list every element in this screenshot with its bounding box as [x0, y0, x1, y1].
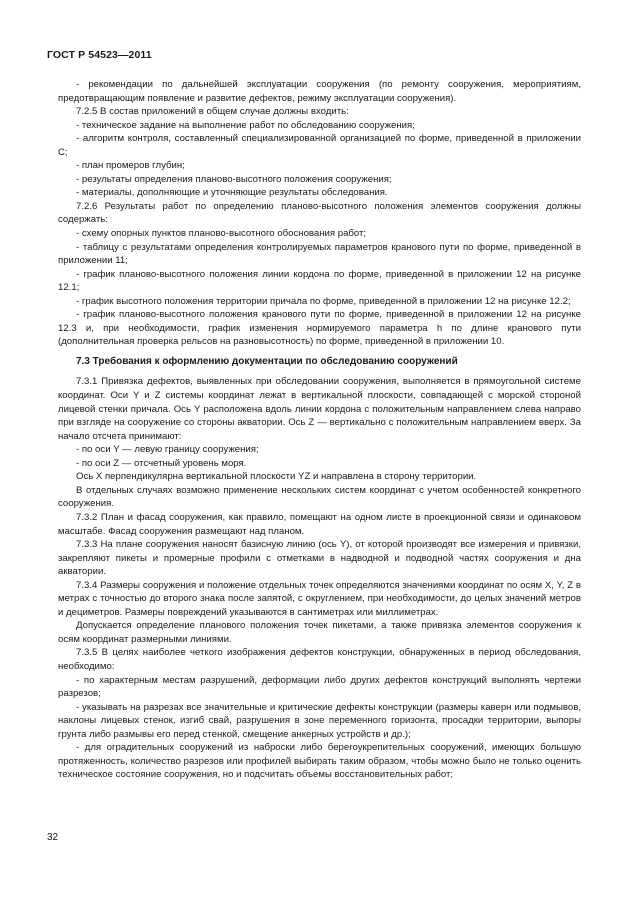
- paragraph: - для оградительных сооружений из наброски либо берегоукрепительных сооружений, имеющих большую протяженность, количество разрезов или профилей выбирать таким образом, чтобы можно было не только оценить техническое состояние сооружения, но и подсчитать объемы восстановительных работ;: [58, 742, 581, 781]
- paragraph: - по оси Z — отсчетный уровень моря.: [76, 457, 247, 469]
- paragraph: - техническое задание на выполнение работ по обследованию сооружения;: [76, 119, 415, 131]
- paragraph: - результаты определения планово-высотного положения сооружения;: [76, 173, 392, 185]
- paragraph: Ось X перпендикулярна вертикальной плоскости YZ и направлена в сторону территории.: [76, 471, 477, 483]
- paragraph: - по характерным местам разрушений, деформации либо других дефектов конструкций выполнять чертежи разрезов;: [58, 674, 581, 700]
- page-number: 32: [47, 832, 59, 843]
- paragraph: - таблицу с результатами определения контролируемых параметров кранового пути по форме, приведенной в приложении 11;: [58, 241, 581, 267]
- paragraph: 7.3.1 Привязка дефектов, выявленных при обследовании сооружения, выполняется в прямоугольной системе координат. Оси Y и Z системы координат лежат в вертикальной плоскости, совпадающей с морской стороной лицевой стенки причала. Ось Y расположена вдоль линии кордона с положительным направлением слева направо при взгляде на сооружение со стороны акватории. Ось Z — вертикально с положительным направлением вверх. За начало отсчета принимают:: [58, 376, 581, 442]
- paragraph: 7.3.4 Размеры сооружения и положение отдельных точек определяются значениями координат по осям X, Y, Z в метрах с точностью до второго знака после запятой, с округлением, при необходимости, до целых значений метров и дециметров. Размеры повреждений указываются в сантиметрах или миллиметрах.: [58, 579, 581, 618]
- paragraph: 7.3.3 На плане сооружения наносят базисную линию (ось Y), от которой производят все измерения и привязки, закрепляют пикеты и промерные профили с отметками в надводной и подводной частях сооружения и дна акватории.: [58, 539, 581, 578]
- paragraph: 7.3.2 План и фасад сооружения, как правило, помещают на одном листе в проекционной связи и одинаковом масштабе. Фасад сооружения размещают над планом.: [58, 511, 581, 537]
- paragraph: - схему опорных пунктов планово-высотного обоснования работ;: [76, 228, 367, 240]
- paragraph: - алгоритм контроля, составленный специализированной организацией по форме, приведенной в приложении С;: [58, 133, 581, 158]
- paragraph: 7.2.6 Результаты работ по определению планово-высотного положения элементов сооружения должны содержать:: [58, 200, 581, 226]
- paragraph: - по оси Y — левую границу сооружения;: [76, 444, 259, 456]
- paragraph: - график планово-высотного положения кранового пути по форме, приведенной в приложении 12 на рисунке 12.3 и, при необходимости, график изменения нормируемого параметра h по длине кранового пути (дополнительная проверка рельсов на разновысотность) по форме, приведенной в приложении 10.: [58, 309, 581, 348]
- paragraph: - материалы, дополняющие и уточняющие результаты обследования.: [76, 187, 388, 199]
- paragraph: - план промеров глубин;: [76, 160, 185, 172]
- paragraph: - рекомендации по дальнейшей эксплуатации сооружения (по ремонту сооружения, мероприятиям, предотвращающим появление и развитие дефектов, режиму эксплуатации сооружения).: [58, 79, 581, 104]
- page-body: [58, 78, 581, 782]
- paragraph: В отдельных случаях возможно применение нескольких систем координат с учетом особенностей конкретного сооружения.: [58, 484, 581, 510]
- paragraph: - указывать на разрезах все значительные и критические дефекты конструкции (размеры каверн или подмывов, наклоны лицевых стенок, изгиб свай, разрушения в зоне переменного горизонта, просадки территории, выпоры грунта либо размывы его перед стенкой, смещение анкерных устройств и др.);: [58, 701, 581, 740]
- paragraph: Допускается определение планового положения точек пикетами, а также привязка элементов сооружения к осям координат размерными линиями.: [58, 620, 581, 645]
- paragraph: - график планово-высотного положения линии кордона по форме, приведенной в приложении 12 на рисунке 12.1;: [58, 268, 581, 294]
- paragraph: - график высотного положения территории причала по форме, приведенной в приложении 12 на рисунке 12.2;: [76, 295, 571, 307]
- paragraph: 7.3.5 В целях наиболее четкого изображения дефектов конструкции, обнаруженных в период обследования, необходимо:: [58, 647, 581, 672]
- paragraph: 7.2.5 В состав приложений в общем случае должны входить:: [76, 106, 349, 118]
- document-header: ГОСТ Р 54523—2011: [47, 49, 152, 61]
- section-heading: 7.3 Требования к оформлению документации по обследованию сооружений: [76, 355, 458, 367]
